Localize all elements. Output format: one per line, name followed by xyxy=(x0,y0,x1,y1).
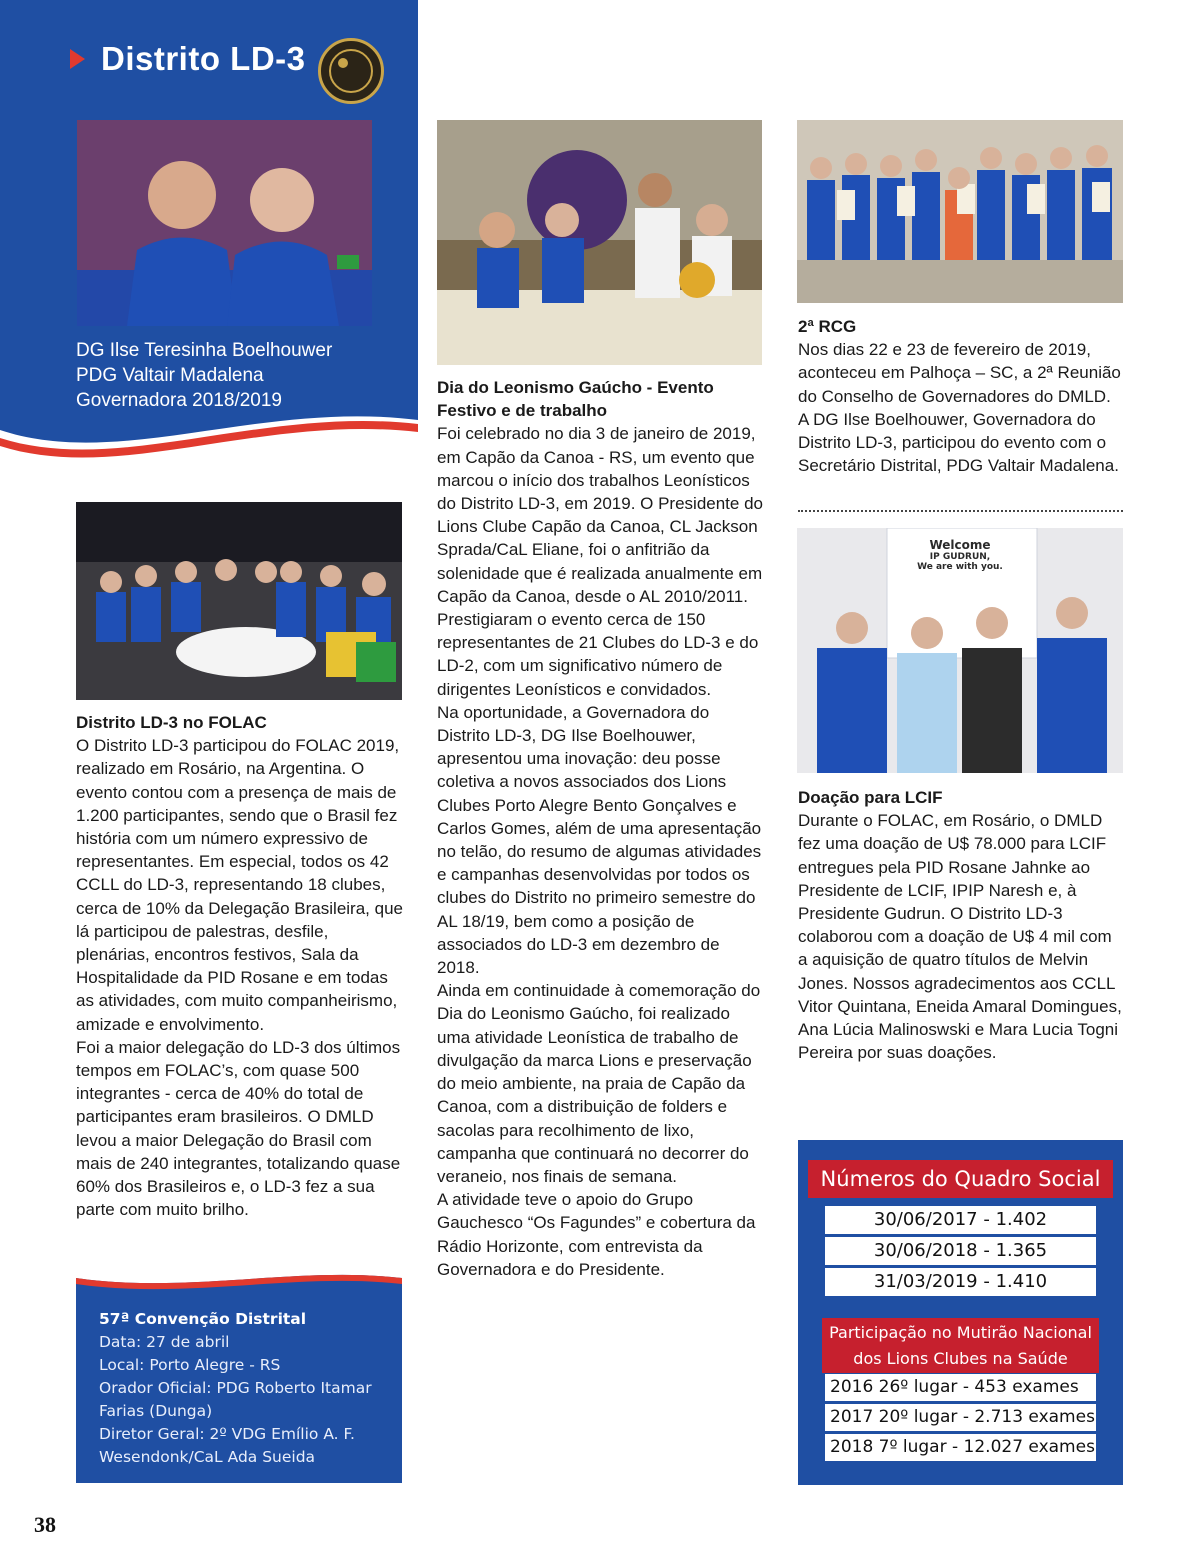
lions-seal-logo xyxy=(318,38,384,104)
dotted-divider xyxy=(798,510,1123,512)
article-heading: Doação para LCIF xyxy=(798,788,943,807)
participation-title-line: dos Lions Clubes na Saúde xyxy=(853,1349,1068,1368)
leonismo-article xyxy=(437,376,763,1281)
participation-title-line: Participação no Mutirão Nacional xyxy=(829,1323,1092,1342)
portrait-caption xyxy=(76,338,332,413)
article-body: Nos dias 22 e 23 de fevereiro de 2019, aconteceu em Palhoça – SC, a 2ª Reunião do Conselho de Governadores do DMLD. A DG Ilse Boelhouwer, Governadora do Distrito LD-3, participou do evento com o Secretário Distrital, PDG Valtair Madalena. xyxy=(798,340,1121,476)
stats-box xyxy=(798,1140,1123,1485)
lcif-article xyxy=(798,786,1123,1064)
article-body: Durante o FOLAC, em Rosário, o DMLD fez uma doação de U$ 78.000 para LCIF entregues pela PID Rosane Jahnke ao Presidente de LCIF, IPIP Naresh e, à Presidente Gudrun. O Distrito LD-3 colaborou com a doação de U$ 4 mil com a aquisição de quatro títulos de Melvin Jones. Nossos agradecimentos aos CCLL Vitor Quintana, Eneida Amaral Domingues, Ana Lúcia Malinoswski e Mara Lucia Togni Pereira por suas doações. xyxy=(798,811,1122,1063)
rcg-group-photo xyxy=(797,120,1123,303)
convention-line: Wesendonk/CaL Ada Sueida xyxy=(99,1448,316,1466)
leonismo-event-photo xyxy=(437,120,762,365)
stats-row: 31/03/2019 - 1.410 xyxy=(825,1268,1096,1296)
article-body: Foi a maior delegação do LD-3 dos últimos tempos em FOLAC’s, com quase 500 integrantes - cerca de 40% do total de participantes eram brasileiros. O DMLD levou a maior Delegação do Brasil com mais de 240 integrantes, totalizando quase 60% dos Brasileiros e, o LD-3 fez a sua parte com muito brilho. xyxy=(76,1037,401,1220)
stats-row: 30/06/2017 - 1.402 xyxy=(825,1206,1096,1234)
participation-row: 2017 20º lugar - 2.713 exames xyxy=(825,1404,1096,1431)
article-body: A atividade teve o apoio do Grupo Gauchesco “Os Fagundes” e cobertura da Rádio Horizonte, com entrevista da Governadora e do Presidente. xyxy=(437,1190,756,1279)
page-number: 38 xyxy=(34,1512,56,1537)
page-title: Distrito LD-3 xyxy=(101,40,306,77)
stats-row: 30/06/2018 - 1.365 xyxy=(825,1237,1096,1265)
article-body: Ainda em continuidade à comemoração do Dia do Leonismo Gaúcho, foi realizado uma atividade Leonística de trabalho de divulgação da marca Lions e preservação do meio ambiente, na praia de Capão da Canoa, com a distribuição de folders e sacolas para recolhimento de lixo, campanha que continuará no decorrer do veraneio, nos finais de semana. xyxy=(437,981,761,1186)
caption-line: Governadora 2018/2019 xyxy=(76,390,282,411)
with-you-text: We are with you. xyxy=(917,562,1003,572)
section-title xyxy=(70,40,306,78)
caption-line: PDG Valtair Madalena xyxy=(76,365,264,386)
welcome-text: Welcome xyxy=(929,538,991,552)
gudrun-text: IP GUDRUN, xyxy=(929,552,991,562)
convention-line: Diretor Geral: 2º VDG Emílio A. F. xyxy=(99,1425,355,1443)
article-body: O Distrito LD-3 participou do FOLAC 2019, realizado em Rosário, na Argentina. O evento contou com a presença de mais de 1.200 participantes, sendo que o Brasil fez história com um número expressivo de representantes. Em especial, todos os 42 CCLL do LD-3, representando 18 clubes, cerca de 10% da Delegação Brasileira, que lá participou de palestras, desfile, plenárias, encontros festivos, Sala da Hospitalidade da PID Rosane e em todas as atividades, com muito companheirismo, amizade e envolvimento. xyxy=(76,736,403,1034)
article-body: Na oportunidade, a Governadora do Distrito LD-3, DG Ilse Boelhouwer, apresentou uma inovação: deu posse coletiva a novos associados dos Lions Clubes Porto Alegre Bento Gonçalves e Carlos Gomes, além de uma apresentação no telão, do resumo de algumas atividades e campanhas desenvolvidas por todos os clubes do Distrito no primeiro semestre do AL 18/19, bem como a posição de associados do LD-3 em dezembro de 2018. xyxy=(437,702,762,978)
convention-line: Local: Porto Alegre - RS xyxy=(99,1356,281,1374)
article-body: Foi celebrado no dia 3 de janeiro de 2019, em Capão da Canoa - RS, um evento que marcou o início dos trabalhos Leonísticos do Distrito LD-3, em 2019. O Presidente do Lions Clube Capão da Canoa, CL Jackson Sprada/CaL Eliane, foi o anfitrião da solenidade que é realizada anualmente em Capão da Canoa, desde o AL 2010/2011. xyxy=(437,424,763,606)
caption-line: DG Ilse Teresinha Boelhouwer xyxy=(76,340,333,361)
folac-delegation-photo xyxy=(76,502,402,700)
convention-box xyxy=(76,1268,402,1483)
governor-portrait-photo xyxy=(77,120,372,326)
convention-line: Farias (Dunga) xyxy=(99,1402,213,1420)
folac-article xyxy=(76,711,406,1221)
welcome-banner xyxy=(905,538,1015,572)
stats-title: Números do Quadro Social xyxy=(808,1160,1113,1198)
article-heading: 2ª RCG xyxy=(798,317,857,336)
convention-heading: 57ª Convenção Distrital xyxy=(99,1310,307,1328)
article-heading: Distrito LD-3 no FOLAC xyxy=(76,713,267,732)
rcg-article xyxy=(798,315,1123,477)
wave-decoration xyxy=(76,1268,402,1298)
article-heading: Dia do Leonismo Gaúcho - Evento Festivo e de trabalho xyxy=(437,378,714,421)
participation-row: 2018 7º lugar - 12.027 exames xyxy=(825,1434,1096,1461)
convention-line: Data: 27 de abril xyxy=(99,1333,230,1351)
convention-line: Orador Oficial: PDG Roberto Itamar xyxy=(99,1379,372,1397)
participation-row: 2016 26º lugar - 453 exames xyxy=(825,1374,1096,1401)
article-body: Prestigiaram o evento cerca de 150 representantes de 21 Clubes do LD-3 e do LD-2, com um significativo número de dirigentes Leonísticos e convidados. xyxy=(437,610,759,699)
participation-title xyxy=(822,1318,1099,1373)
triangle-icon xyxy=(70,49,85,69)
